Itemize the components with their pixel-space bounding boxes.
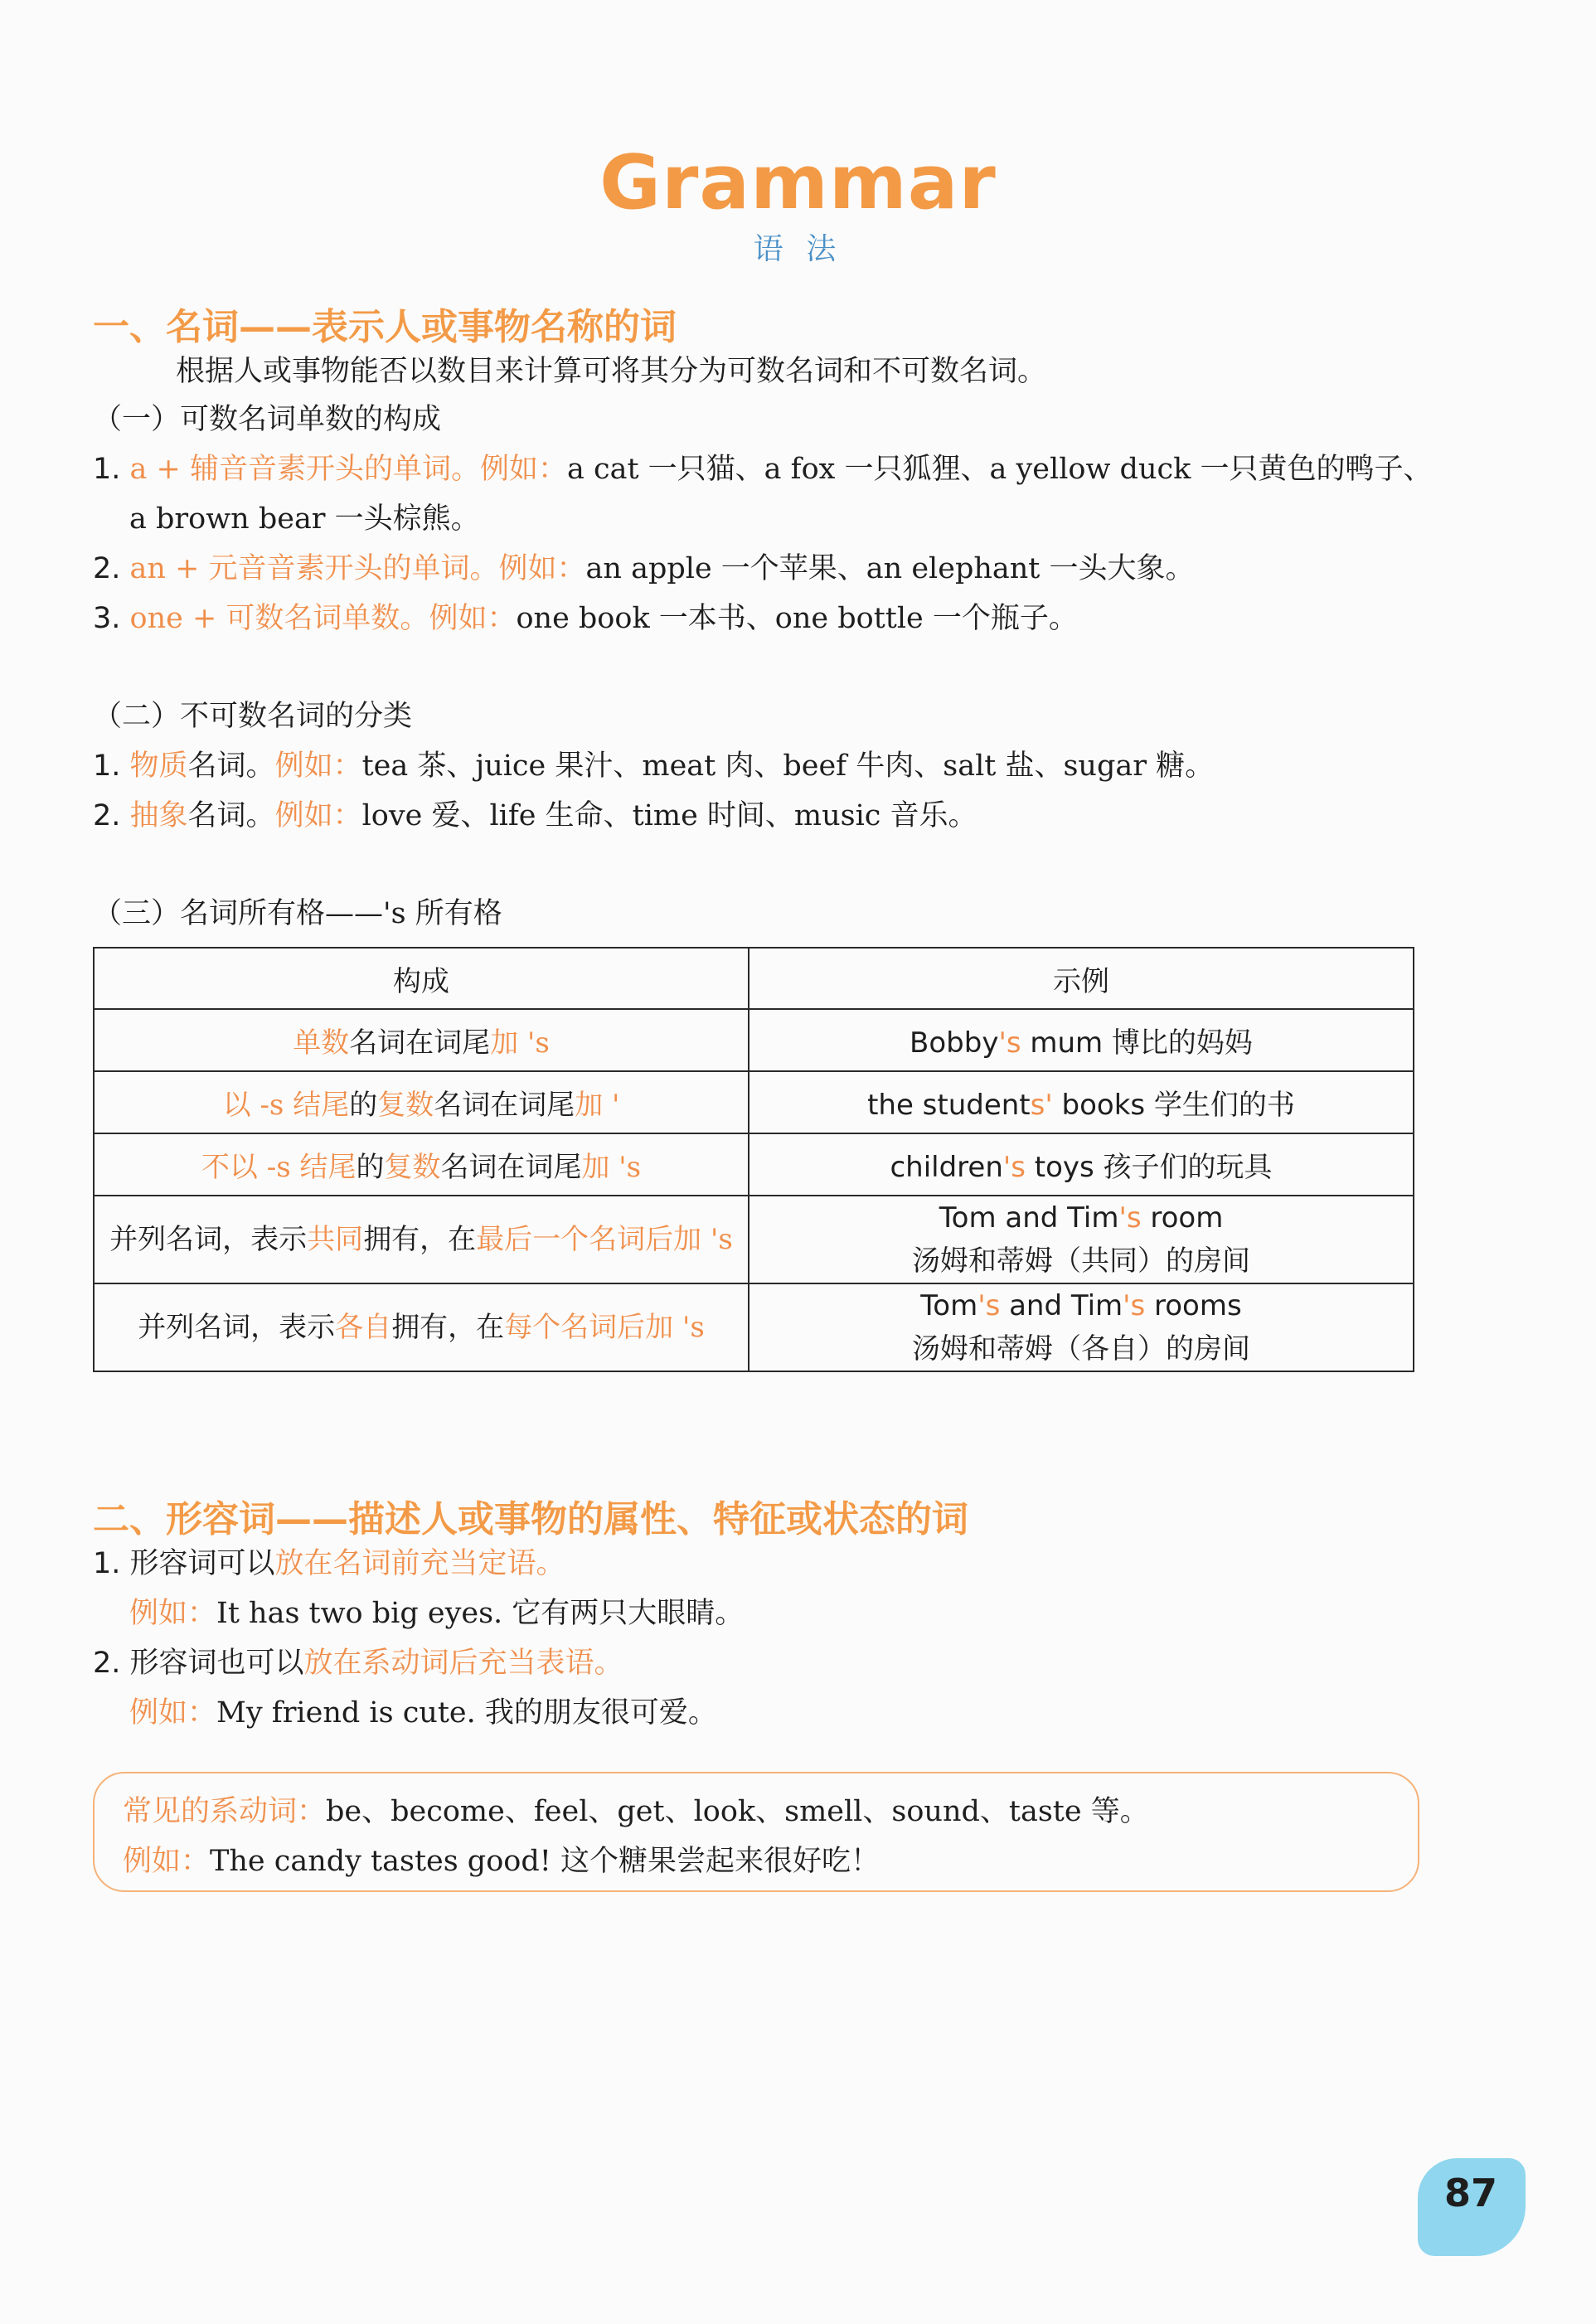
rule-text: 形容词可以 [129, 1547, 275, 1580]
example-text: love 爱、life 生命、time 时间、music 音乐。 [361, 799, 977, 832]
item-number: 1. [93, 453, 130, 486]
text-segment: 最后一个名词后加 's [476, 1223, 733, 1256]
sec2-item2-example [129, 1690, 717, 1731]
text-segment: Tom and Tim [939, 1201, 1119, 1235]
example-text: one book 一本书、one bottle 一个瓶子。 [516, 602, 1078, 635]
text-segment: s' [1030, 1089, 1053, 1122]
example-text: tea 茶、juice 果汁、meat 肉、beef 牛肉、salt 盐、sugar 糖。 [361, 750, 1215, 783]
sub2-item2 [93, 793, 977, 834]
table-row [94, 1133, 1414, 1196]
text-segment: 名词在词尾 [434, 1089, 575, 1122]
example-text: It has two big eyes. 它有两只大眼睛。 [216, 1597, 745, 1630]
keyword: 放在系动词后充当表语。 [303, 1647, 623, 1680]
text-segment: 汤姆和蒂姆（各自）的房间 [912, 1332, 1250, 1366]
example-line [754, 1196, 1408, 1240]
example-label: 例如： [274, 799, 362, 832]
rule-cell [94, 1283, 749, 1371]
table-header-cell: 构成 [94, 948, 749, 1009]
callout-line2 [123, 1838, 880, 1880]
sub1-item3 [93, 595, 1078, 637]
text-segment: 复数 [384, 1151, 441, 1184]
example-label: 例如： [123, 1845, 211, 1878]
text-segment: mum 博比的妈妈 [1021, 1026, 1253, 1060]
sub1-item1-cont: a brown bear 一头棕熊。 [129, 502, 480, 536]
text-segment: 并列名词，表示 [138, 1311, 336, 1344]
table-header-cell: 示例 [749, 948, 1414, 1009]
example-line [754, 1020, 1408, 1060]
table-row [94, 1283, 1414, 1371]
text-segment: Bobby [910, 1026, 999, 1060]
sub1-item1 [93, 446, 1432, 488]
text-segment: 拥有，在 [363, 1223, 477, 1256]
text-segment: rooms [1145, 1289, 1242, 1322]
table-row [94, 1009, 1414, 1071]
text-segment: 复数 [377, 1089, 434, 1122]
section1-intro: 根据人或事物能否以数目来计算可将其分为可数名词和不可数名词。 [176, 355, 1047, 388]
example-cell [749, 1071, 1414, 1133]
example-cell [749, 1009, 1414, 1071]
text-segment: 汤姆和蒂姆（共同）的房间 [912, 1244, 1250, 1278]
rule-cell [94, 1133, 749, 1196]
example-text: a cat 一只猫、a fox 一只狐狸、a yellow duck 一只黄色的鸭子、 [567, 453, 1433, 486]
item-number: 3. [93, 602, 130, 635]
text-segment: books 学生们的书 [1052, 1089, 1295, 1122]
text-segment: 's [1002, 1151, 1026, 1184]
example-cell [749, 1196, 1414, 1283]
rule-cell [94, 1009, 749, 1071]
callout-line1 [123, 1788, 1149, 1830]
text-segment: 各自 [335, 1311, 392, 1344]
sec2-item2 [93, 1640, 623, 1681]
example-line [754, 1284, 1408, 1327]
example-line [754, 1082, 1408, 1123]
example-label: 例如： [498, 552, 586, 585]
item-number: 2. [93, 1647, 130, 1680]
rule-text: 名词。 [187, 750, 275, 783]
text-segment: 不以 -s 结尾 [201, 1151, 357, 1184]
text-segment: 加 ' [575, 1089, 620, 1122]
text-segment: 's [1118, 1201, 1142, 1235]
rule-text: an + 元音音素开头的单词。 [129, 552, 499, 585]
possessive-table [93, 947, 1414, 1372]
example-label: 例如： [429, 602, 517, 635]
example-cell [749, 1283, 1414, 1371]
text-segment: 共同 [307, 1223, 364, 1256]
callout-label: 常见的系动词： [123, 1795, 327, 1828]
sec2-item1-example [129, 1590, 744, 1632]
keyword: 放在名词前充当定语。 [274, 1547, 565, 1580]
text-segment: toys 孩子们的玩具 [1025, 1151, 1273, 1184]
example-text: an apple 一个苹果、an elephant 一头大象。 [585, 552, 1195, 585]
item-number: 1. [93, 750, 130, 783]
text-segment: 's [977, 1289, 1001, 1322]
item-number: 2. [93, 799, 130, 832]
rule-cell [94, 1071, 749, 1133]
example-translation [754, 1327, 1408, 1371]
rule-cell [94, 1196, 749, 1283]
text-segment: 拥有，在 [391, 1311, 505, 1344]
text-segment: 的 [349, 1089, 378, 1122]
example-translation [754, 1240, 1408, 1283]
text-segment: 名词在词尾 [440, 1151, 582, 1184]
rule-text: one + 可数名词单数。 [129, 602, 429, 635]
text-segment: 单数 [293, 1026, 350, 1060]
sec2-item1 [93, 1540, 565, 1582]
example-text: The candy tastes good! 这个糖果尝起来很好吃！ [210, 1845, 880, 1878]
item-number: 1. [93, 1547, 130, 1580]
example-label: 例如： [129, 1597, 217, 1630]
callout-text: be、become、feel、get、look、smell、sound、taste 等。 [326, 1795, 1149, 1828]
text-segment: Tom [920, 1289, 978, 1322]
page-subtitle: 语 法 [753, 232, 843, 266]
text-segment: and Tim [1000, 1289, 1123, 1322]
example-text: My friend is cute. 我的朋友很可爱。 [216, 1696, 717, 1730]
sub3-heading: （三）名词所有格——'s 所有格 [93, 897, 502, 930]
section2-heading: 二、形容词——描述人或事物的属性、特征或状态的词 [93, 1498, 968, 1540]
rule-text: a + 辅音音素开头的单词。 [129, 453, 480, 486]
page-number: 87 [1444, 2171, 1498, 2215]
text-segment: 加 's [490, 1026, 550, 1060]
section1-heading: 一、名词——表示人或事物名称的词 [93, 306, 677, 348]
keyword: 物质 [129, 750, 188, 783]
text-segment: 's [1123, 1289, 1146, 1322]
keyword: 抽象 [129, 799, 188, 832]
text-segment: children [890, 1151, 1003, 1184]
text-segment: 以 -s 结尾 [222, 1089, 350, 1122]
text-segment: 名词在词尾 [349, 1026, 491, 1060]
example-label: 例如： [479, 453, 567, 486]
sub1-heading: （一）可数名词单数的构成 [93, 403, 442, 436]
page-title: Grammar [599, 139, 997, 226]
example-line [754, 1144, 1408, 1185]
rule-text: 形容词也可以 [129, 1647, 304, 1680]
text-segment: 每个名词后加 's [504, 1311, 705, 1344]
text-segment: the student [867, 1089, 1031, 1122]
rule-text: 名词。 [187, 799, 275, 832]
table-row [94, 1196, 1414, 1283]
text-segment: 并列名词，表示 [109, 1223, 308, 1256]
sub2-item1 [93, 743, 1214, 784]
table-header-row [94, 948, 1414, 1009]
text-segment: room [1141, 1201, 1224, 1235]
sub1-item2 [93, 546, 1195, 587]
text-segment: 's [998, 1026, 1021, 1060]
item-number: 2. [93, 552, 130, 585]
example-label: 例如： [274, 750, 362, 783]
text-segment: 的 [356, 1151, 385, 1184]
table-row [94, 1071, 1414, 1133]
text-segment: 加 's [581, 1151, 642, 1184]
example-label: 例如： [129, 1696, 217, 1730]
example-cell [749, 1133, 1414, 1196]
sub2-heading: （二）不可数名词的分类 [93, 700, 413, 733]
